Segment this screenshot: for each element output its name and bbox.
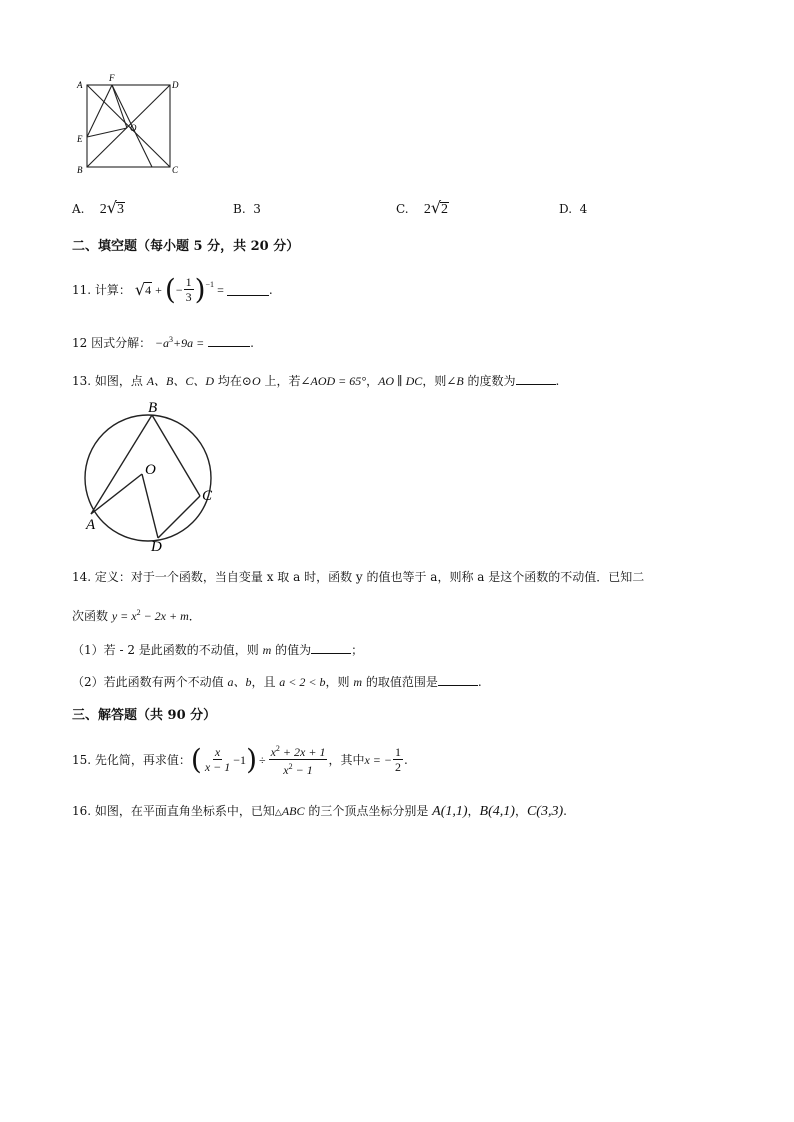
answer-blank-12[interactable] <box>208 334 250 347</box>
label-A: A <box>77 80 83 90</box>
answer-blank-13[interactable] <box>516 372 556 385</box>
section-3-heading: 三、解答题（共 90 分） <box>72 708 217 723</box>
circle-figure <box>78 398 228 556</box>
label-D: D <box>172 80 179 90</box>
question-14-line2: 次函数 $y = x^2 - 2x + m$． <box>72 608 201 623</box>
label-O: O <box>130 123 137 133</box>
question-14-line1: 14. 定义：对于一个函数，当自变量 x 取 a 时，函数 y 的值也等于 a，则称 a 是这个函数的不动值．已知二 <box>72 570 645 584</box>
answer-blank-14-2[interactable] <box>438 673 478 686</box>
label-C: C <box>202 488 213 504</box>
question-15: 15. 先化简，再求值： ( $\frac{x}{x - 1}$ −1 ) ÷ $\frac{x^2 + 2x + 1}{x^2 - 1}$ ，其中 x = − $\frac{1}{2}$ . <box>72 742 408 777</box>
label-C: C <box>172 165 179 175</box>
question-12: 12 因式分解： $-a^3+9a$ = . <box>72 335 254 350</box>
label-F: F <box>109 73 115 83</box>
question-14-part1: （1）若 - 2 是此函数的不动值，则 m 的值为 ； <box>72 643 364 657</box>
answer-blank-11[interactable] <box>227 283 269 296</box>
question-16: 16. 如图，在平面直角坐标系中，已知△ABC 的三个顶点坐标分别是 A(1,1)，B(4,1)，C(3,3). <box>72 804 567 819</box>
label-B: B <box>77 165 83 175</box>
question-13: 13. 如图，点 A、B、C、D 均在⊙O 上，若∠AOD = 65°，AO ∥ DC，则∠B 的度数为 . <box>72 374 560 388</box>
label-E: E <box>77 134 83 144</box>
option-a: A. 2√3 <box>72 198 124 217</box>
answer-blank-14-1[interactable] <box>311 641 351 654</box>
question-14-part2: （2）若此函数有两个不动值 a、b，且 a < 2 < b，则 m 的取值范围是 . <box>72 675 482 689</box>
option-d: D. 4 <box>559 202 588 216</box>
label-D: D <box>151 539 162 555</box>
square-figure <box>74 72 184 178</box>
label-O: O <box>145 462 156 478</box>
label-B: B <box>148 400 158 416</box>
section-2-heading: 二、填空题（每小题 5 分，共 20 分） <box>72 239 300 254</box>
option-c: C. 2√2 <box>396 198 449 217</box>
option-b: B. 3 <box>233 202 261 216</box>
question-11: 11. 计算： √ 4 + ( − $\frac{1}{3}$ ) $^{-1}$ = . <box>72 272 273 306</box>
label-A: A <box>86 517 96 533</box>
